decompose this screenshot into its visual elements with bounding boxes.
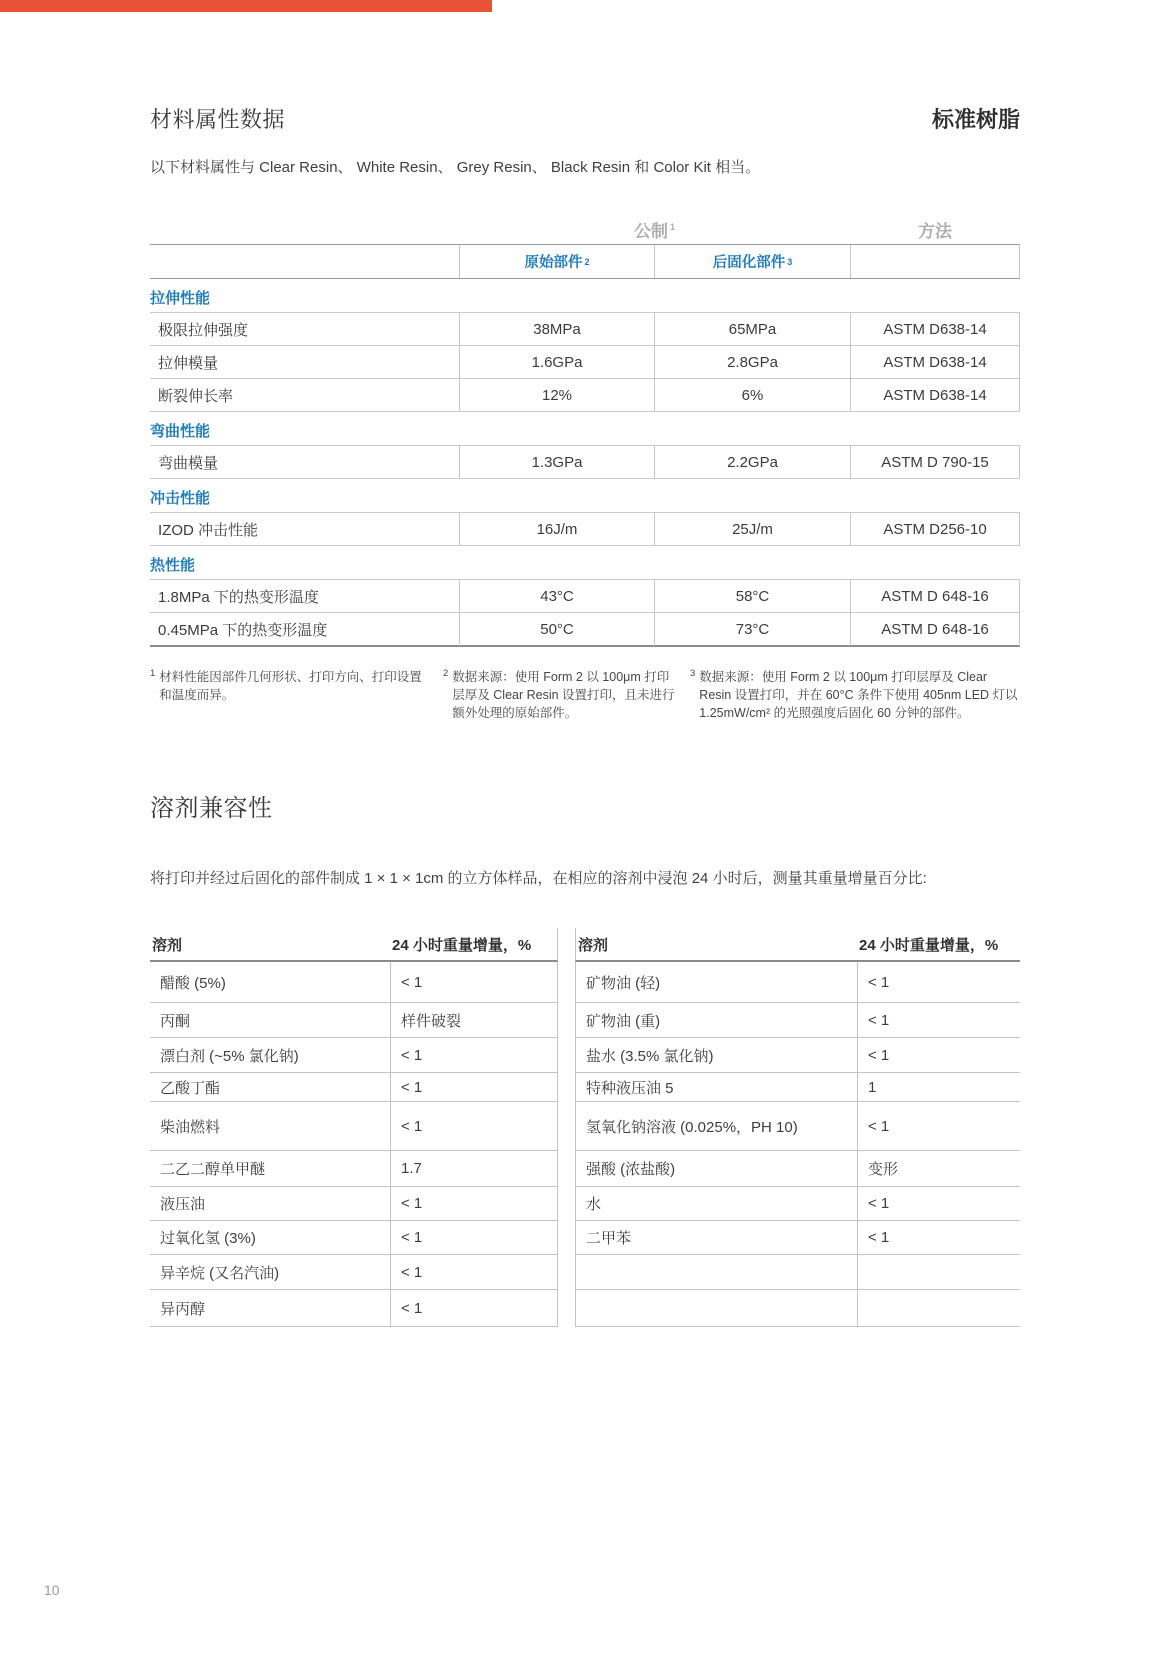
solvent-name	[575, 1255, 857, 1290]
solvent-gain-value: < 1	[390, 1073, 558, 1102]
method-value: ASTM D638-14	[850, 313, 1020, 346]
intro-text: 以下材料属性与 Clear Resin、 White Resin、 Grey Resin、 Black Resin 和 Color Kit 相当。	[150, 159, 761, 176]
solvent-name: 丙酮	[150, 1003, 390, 1038]
green-part-value: 1.3GPa	[459, 446, 654, 479]
weight-gain-column-header: 24 小时重量增量，%	[390, 928, 558, 962]
method-value: ASTM D638-14	[850, 346, 1020, 379]
solvent-gain-value: < 1	[390, 1290, 558, 1327]
superscript: 2	[584, 256, 590, 267]
method-value: ASTM D 790-15	[850, 446, 1020, 479]
solvent-name: 液压油	[150, 1187, 390, 1221]
solvent-column-header: 溶剂	[575, 928, 857, 962]
solvent-name: 异辛烷 (又名汽油)	[150, 1255, 390, 1290]
weight-gain-column-header: 24 小时重量增量，%	[857, 928, 1020, 962]
solvent-section-title: 溶剂兼容性	[150, 795, 273, 823]
page-number: 10	[44, 1582, 60, 1598]
method-group-label: 方法	[918, 222, 952, 241]
solvent-gain-value: < 1	[390, 962, 558, 1003]
solvent-gain-value	[857, 1255, 1020, 1290]
superscript: 2	[443, 668, 449, 679]
title-row	[150, 0, 1020, 134]
solvent-table-right	[575, 928, 1020, 1327]
superscript: 3	[690, 668, 696, 679]
footnote-3	[690, 669, 1020, 722]
method-value: ASTM D 648-16	[850, 580, 1020, 613]
solvent-gain-value: < 1	[857, 1102, 1020, 1151]
postcured-part-value: 73°C	[654, 613, 850, 647]
postcured-part-value: 65MPa	[654, 313, 850, 346]
superscript: 3	[787, 256, 793, 267]
property-name: 0.45MPa 下的热变形温度	[150, 613, 459, 647]
property-name: 断裂伸长率	[150, 379, 459, 412]
solvent-gain-value: < 1	[390, 1038, 558, 1073]
solvent-gain-value: < 1	[857, 962, 1020, 1003]
superscript: 1	[669, 222, 675, 233]
metric-group-label	[459, 217, 850, 244]
solvent-gain-value: < 1	[390, 1255, 558, 1290]
empty-header-cell	[850, 245, 1020, 278]
footnote-2	[443, 669, 675, 722]
postcured-part-value: 25J/m	[654, 513, 850, 546]
method-value: ASTM D638-14	[850, 379, 1020, 412]
footnote-text: 数据来源：使用 Form 2 以 100μm 打印层厚及 Clear Resin 设置打印，且未进行额外处理的原始部件。	[452, 670, 675, 720]
solvent-gain-value: < 1	[390, 1187, 558, 1221]
properties-table-group-header	[150, 217, 1020, 244]
properties-table	[150, 279, 1020, 647]
postcured-part-value: 2.2GPa	[654, 446, 850, 479]
property-name: IZOD 冲击性能	[150, 513, 459, 546]
solvent-gain-value: < 1	[857, 1187, 1020, 1221]
solvent-gain-value: 变形	[857, 1151, 1020, 1187]
solvent-name: 乙酸丁酯	[150, 1073, 390, 1102]
solvent-name: 盐水 (3.5% 氯化钠)	[575, 1038, 857, 1073]
solvent-gain-value: 1.7	[390, 1151, 558, 1187]
solvent-gain-value: < 1	[390, 1221, 558, 1255]
solvent-column-header: 溶剂	[150, 928, 390, 962]
solvent-gain-value: < 1	[857, 1221, 1020, 1255]
green-part-value: 16J/m	[459, 513, 654, 546]
solvent-gain-value: < 1	[390, 1102, 558, 1151]
footnotes	[150, 669, 1020, 722]
solvent-gain-value: < 1	[857, 1003, 1020, 1038]
solvent-tables	[150, 928, 1020, 1327]
green-part-value: 1.6GPa	[459, 346, 654, 379]
solvent-table-left	[150, 928, 558, 1327]
property-name: 1.8MPa 下的热变形温度	[150, 580, 459, 613]
empty-header-cell	[150, 245, 459, 278]
solvent-name: 矿物油 (轻)	[575, 962, 857, 1003]
footnote-text: 数据来源：使用 Form 2 以 100μm 打印层厚及 Clear Resin 设置打印，并在 60°C 条件下使用 405nm LED 灯以 1.25mW/cm² 的光照强度后固化 60 分钟的部件。	[699, 670, 1018, 720]
property-name: 拉伸模量	[150, 346, 459, 379]
page-content	[150, 0, 1020, 1327]
solvent-name: 过氧化氢 (3%)	[150, 1221, 390, 1255]
solvent-name: 强酸 (浓盐酸)	[575, 1151, 857, 1187]
accent-bar	[0, 0, 492, 12]
green-part-value: 38MPa	[459, 313, 654, 346]
solvent-name: 异丙醇	[150, 1290, 390, 1327]
green-part-value: 43°C	[459, 580, 654, 613]
green-part-text: 原始部件	[524, 255, 583, 271]
green-part-value: 12%	[459, 379, 654, 412]
postcured-part-value: 58°C	[654, 580, 850, 613]
postcured-part-value: 2.8GPa	[654, 346, 850, 379]
solvent-name: 特种液压油 5	[575, 1073, 857, 1102]
green-part-column-header	[459, 245, 654, 278]
postcured-part-value: 6%	[654, 379, 850, 412]
page-title: 材料属性数据	[150, 107, 286, 132]
solvent-gain-value: 样件破裂	[390, 1003, 558, 1038]
solvent-section-intro: 将打印并经过后固化的部件制成 1 × 1 × 1cm 的立方体样品，在相应的溶剂中浸泡 24 小时后，测量其重量增量百分比:	[150, 870, 927, 888]
resin-name: 标准树脂	[931, 107, 1020, 132]
metric-group-text: 公制	[633, 222, 668, 241]
solvent-gain-value: < 1	[857, 1038, 1020, 1073]
solvent-gain-value	[857, 1290, 1020, 1327]
solvent-name: 漂白剂 (~5% 氯化钠)	[150, 1038, 390, 1073]
solvent-gain-value: 1	[857, 1073, 1020, 1102]
postcured-part-text: 后固化部件	[712, 255, 786, 271]
solvent-name: 矿物油 (重)	[575, 1003, 857, 1038]
postcured-part-column-header	[654, 245, 850, 278]
solvent-name: 氢氧化钠溶液 (0.025%，PH 10)	[575, 1102, 857, 1151]
properties-table-subheader	[150, 244, 1020, 279]
footnote-text: 材料性能因部件几何形状、打印方向、打印设置和温度而异。	[159, 670, 422, 702]
section-header: 冲击性能	[150, 479, 1020, 513]
section-header: 弯曲性能	[150, 412, 1020, 446]
solvent-name	[575, 1290, 857, 1327]
solvent-name: 二甲苯	[575, 1221, 857, 1255]
property-name: 弯曲模量	[150, 446, 459, 479]
footnote-1	[150, 669, 422, 722]
property-name: 极限拉伸强度	[150, 313, 459, 346]
superscript: 1	[150, 668, 156, 679]
green-part-value: 50°C	[459, 613, 654, 647]
solvent-name: 水	[575, 1187, 857, 1221]
section-header: 热性能	[150, 546, 1020, 580]
solvent-name: 醋酸 (5%)	[150, 962, 390, 1003]
solvent-name: 二乙二醇单甲醚	[150, 1151, 390, 1187]
solvent-name: 柴油燃料	[150, 1102, 390, 1151]
section-header: 拉伸性能	[150, 279, 1020, 313]
method-value: ASTM D 648-16	[850, 613, 1020, 647]
method-value: ASTM D256-10	[850, 513, 1020, 546]
